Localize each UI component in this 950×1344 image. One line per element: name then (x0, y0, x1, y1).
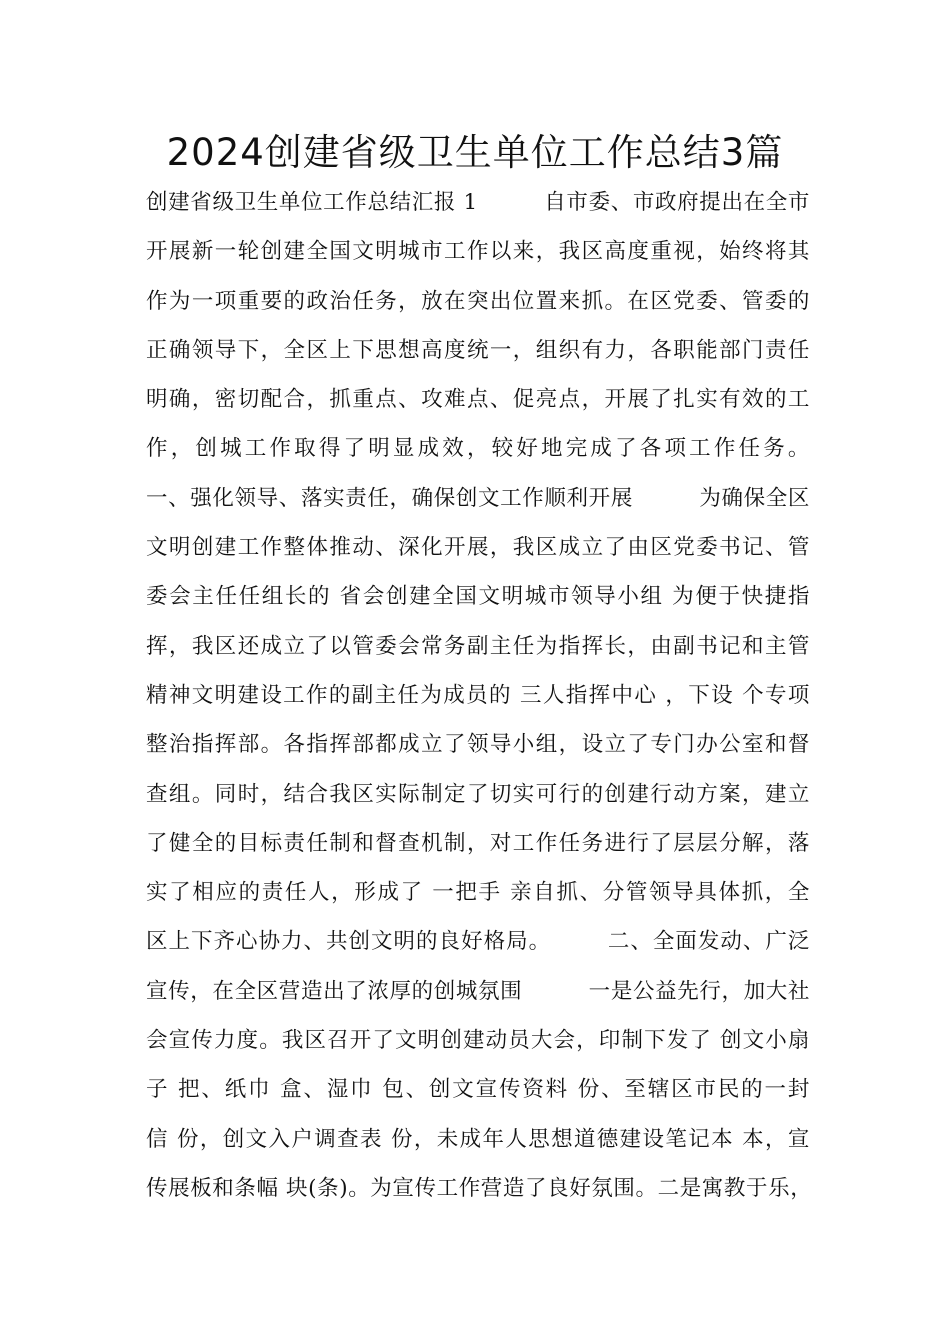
body-line: 作为一项重要的政治任务，放在突出位置来抓。在区党委、管委的 (146, 288, 810, 314)
body-line: 文明创建工作整体推动、深化开展，我区成立了由区党委书记、管 (146, 535, 810, 561)
body-line: 开展新一轮创建全国文明城市工作以来，我区高度重视，始终将其 (146, 239, 810, 265)
document-title: 2024创建省级卫生单位工作总结3篇 (166, 131, 784, 174)
body-line: 挥，我区还成立了以管委会常务副主任为指挥长，由副书记和主管 (146, 633, 810, 659)
body-line: 信 份，创文入户调查表 份，未成年人思想道德建设笔记本 本，宣 (146, 1126, 810, 1152)
body-line: 作，创城工作取得了明显成效，较好地完成了各项工作任务。 (146, 436, 810, 462)
body-line: 一、强化领导、落实责任，确保创文工作顺利开展 为确保全区 (146, 485, 810, 511)
document-body (146, 178, 813, 1213)
body-line: 正确领导下，全区上下思想高度统一，组织有力，各职能部门责任 (146, 337, 810, 363)
body-line: 精神文明建设工作的副主任为成员的 三人指挥中心 ，下设 个专项 (146, 682, 810, 708)
body-line: 查组。同时，结合我区实际制定了切实可行的创建行动方案，建立 (146, 781, 810, 807)
body-line: 明确，密切配合，抓重点、攻难点、促亮点，开展了扎实有效的工 (146, 387, 810, 413)
body-line: 区上下齐心协力、共创文明的良好格局。 二、全面发动、广泛 (146, 929, 810, 955)
body-line: 会宣传力度。我区召开了文明创建动员大会，印制下发了 创文小扇 (146, 1028, 810, 1054)
body-line: 了健全的目标责任制和督查机制，对工作任务进行了层层分解，落 (146, 830, 810, 856)
body-line: 创建省级卫生单位工作总结汇报 1 自市委、市政府提出在全市 (146, 190, 810, 215)
body-line: 传展板和条幅 块(条)。为宣传工作营造了良好氛围。二是寓教于乐， (146, 1175, 813, 1201)
body-line: 子 把、纸巾 盒、湿巾 包、创文宣传资料 份、至辖区市民的一封 (146, 1077, 810, 1103)
body-line: 整治指挥部。各指挥部都成立了领导小组，设立了专门办公室和督 (146, 732, 810, 758)
body-line: 实了相应的责任人，形成了 一把手 亲自抓、分管领导具体抓，全 (146, 880, 810, 906)
body-line: 委会主任任组长的 省会创建全国文明城市领导小组 为便于快捷指 (146, 584, 810, 610)
body-line: 宣传，在全区营造出了浓厚的创城氛围 一是公益先行，加大社 (146, 978, 810, 1004)
